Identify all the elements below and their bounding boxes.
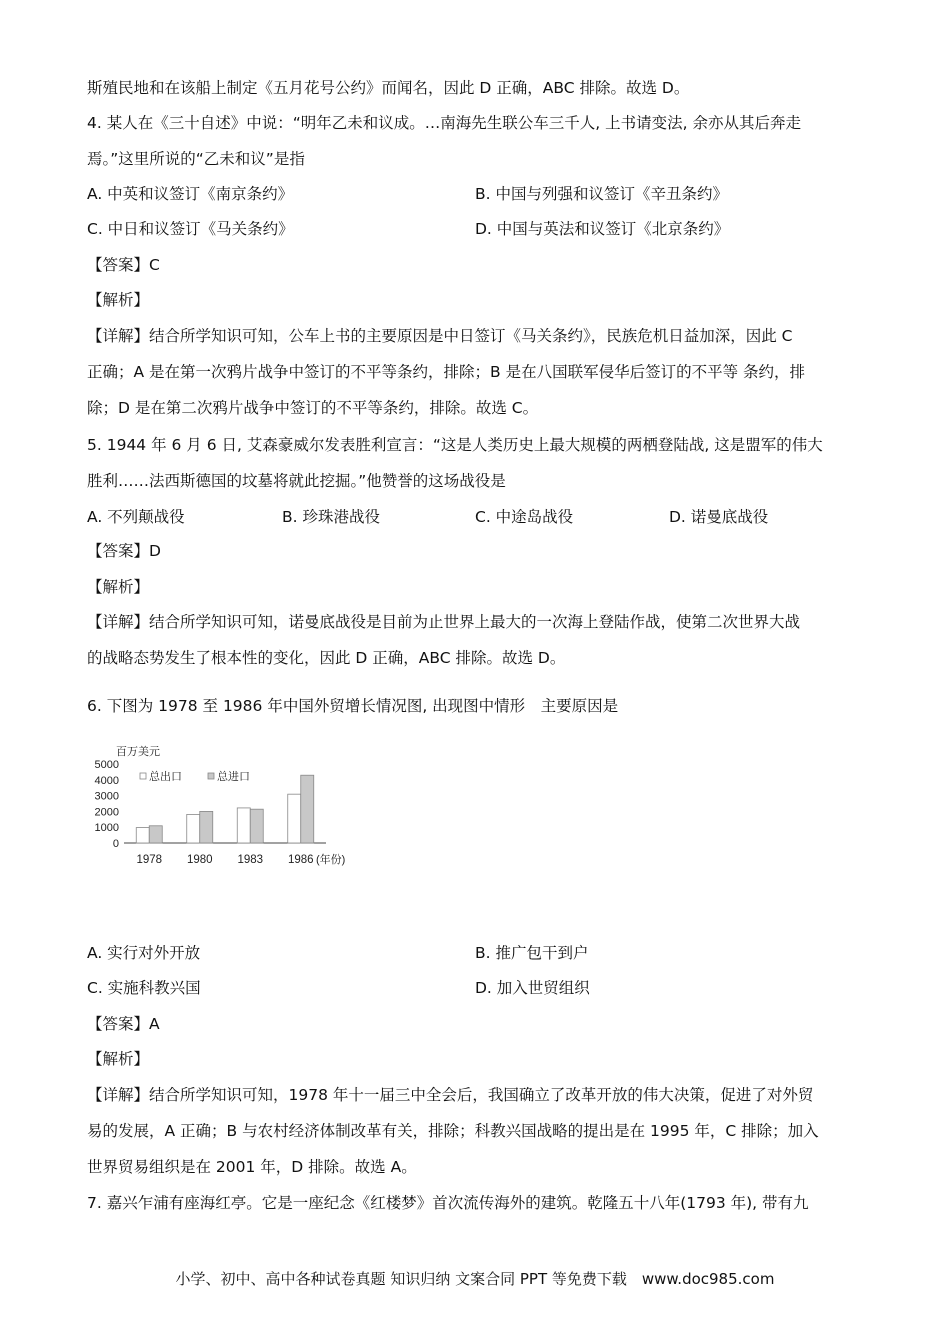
answer: 【答案】D	[87, 542, 161, 560]
question-stem: 5. 1944 年 6 月 6 日, 艾森豪威尔发表胜利宣言：“这是人类历史上最大规模的两栖登陆战, 这是盟军的伟大	[87, 436, 823, 454]
detail: 的战略态势发生了根本性的变化，因此 D 正确，ABC 排除。故选 D。	[87, 649, 566, 667]
answer: 【答案】A	[87, 1015, 160, 1033]
option-a: A. 实行对外开放	[87, 944, 201, 962]
option-a: A. 中英和议签订《南京条约》	[87, 185, 294, 203]
x-tick-label: 1983	[237, 854, 264, 866]
option-b: B. 中国与列强和议签订《辛丑条约》	[475, 185, 728, 203]
detail: 【详解】结合所学知识可知，1978 年十一届三中全会后，我国确立了改革开放的伟大决策，促进了对外贸	[87, 1086, 814, 1104]
answer: 【答案】C	[87, 256, 160, 274]
q3-tail: 斯殖民地和在该船上制定《五月花号公约》而闻名，因此 D 正确，ABC 排除。故选 D。	[87, 79, 690, 97]
analysis-label: 【解析】	[87, 291, 150, 309]
option-b: B. 推广包干到户	[475, 944, 589, 962]
y-tick-label: 2000	[94, 806, 119, 819]
detail: 世界贸易组织是在 2001 年，D 排除。故选 A。	[87, 1158, 417, 1176]
trade-bar-chart	[94, 742, 370, 882]
y-tick-label: 0	[112, 838, 119, 850]
analysis-label: 【解析】	[87, 578, 150, 596]
footer: 小学、初中、高中各种试卷真题 知识归纳 文案合同 PPT 等免费下载 www.doc985.com	[175, 1270, 775, 1288]
bar-import	[149, 826, 162, 843]
option-c: C. 中日和议签订《马关条约》	[87, 220, 294, 238]
question-stem: 胜利……法西斯德国的坟墓将就此挖掘。”他赞誉的这场战役是	[87, 472, 506, 490]
bar-import	[301, 775, 314, 843]
x-tick-label: 1980	[186, 854, 213, 866]
question-stem: 焉。”这里所说的“乙未和议”是指	[87, 150, 305, 168]
question-stem: 6. 下图为 1978 至 1986 年中国外贸增长情况图, 出现图中情形 主要原因是	[87, 697, 619, 715]
bar-import	[250, 809, 263, 843]
detail: 正确；A 是在第一次鸦片战争中签订的不平等条约，排除；B 是在八国联军侵华后签订的不平等 条约，排	[87, 363, 806, 381]
detail: 除；D 是在第二次鸦片战争中签订的不平等条约，排除。故选 C。	[87, 399, 539, 417]
option-c: C. 实施科教兴国	[87, 979, 201, 997]
y-tick-label: 3000	[94, 790, 119, 803]
analysis-label: 【解析】	[87, 1050, 150, 1068]
detail: 【详解】结合所学知识可知，诺曼底战役是目前为止世界上最大的一次海上登陆作战，使第二次世界大战	[87, 613, 801, 631]
option-d: D. 中国与英法和议签订《北京条约》	[475, 220, 730, 238]
question-7-start: 7. 嘉兴乍浦有座海红亭。它是一座纪念《红楼梦》首次流传海外的建筑。乾隆五十八年(1793 年), 带有九	[87, 1194, 809, 1212]
y-tick-label: 5000	[94, 759, 119, 771]
y-tick-label: 4000	[94, 774, 119, 787]
detail: 易的发展，A 正确；B 与农村经济体制改革有关，排除；科教兴国战略的提出是在 1995 年，C 排除；加入	[87, 1122, 819, 1140]
y-axis-label: 百万美元	[116, 746, 160, 758]
legend-label: 总进口	[217, 771, 250, 783]
legend-swatch	[208, 773, 214, 779]
bar-export	[136, 828, 149, 843]
x-axis-label: (年份)	[316, 854, 346, 866]
option-a: A. 不列颠战役	[87, 508, 185, 526]
x-tick-label: 1978	[136, 854, 163, 866]
bar-import	[200, 811, 213, 843]
question-stem: 4. 某人在《三十自述》中说：“明年乙未和议成。…南海先生联公车三千人, 上书请变法, 余亦从其后奔走	[87, 114, 801, 132]
bar-export	[237, 808, 250, 843]
x-tick-label: 1986	[287, 854, 314, 866]
option-d: D. 诺曼底战役	[669, 508, 769, 526]
option-b: B. 珍珠港战役	[282, 508, 380, 526]
legend-label: 总出口	[149, 771, 182, 783]
bar-export	[288, 794, 301, 843]
bar-export	[187, 814, 200, 843]
option-d: D. 加入世贸组织	[475, 979, 590, 997]
y-tick-label: 1000	[94, 822, 119, 835]
legend-swatch	[140, 773, 146, 779]
option-c: C. 中途岛战役	[475, 508, 574, 526]
detail: 【详解】结合所学知识可知，公车上书的主要原因是中日签订《马关条约》，民族危机日益加深，因此 C	[87, 327, 793, 345]
